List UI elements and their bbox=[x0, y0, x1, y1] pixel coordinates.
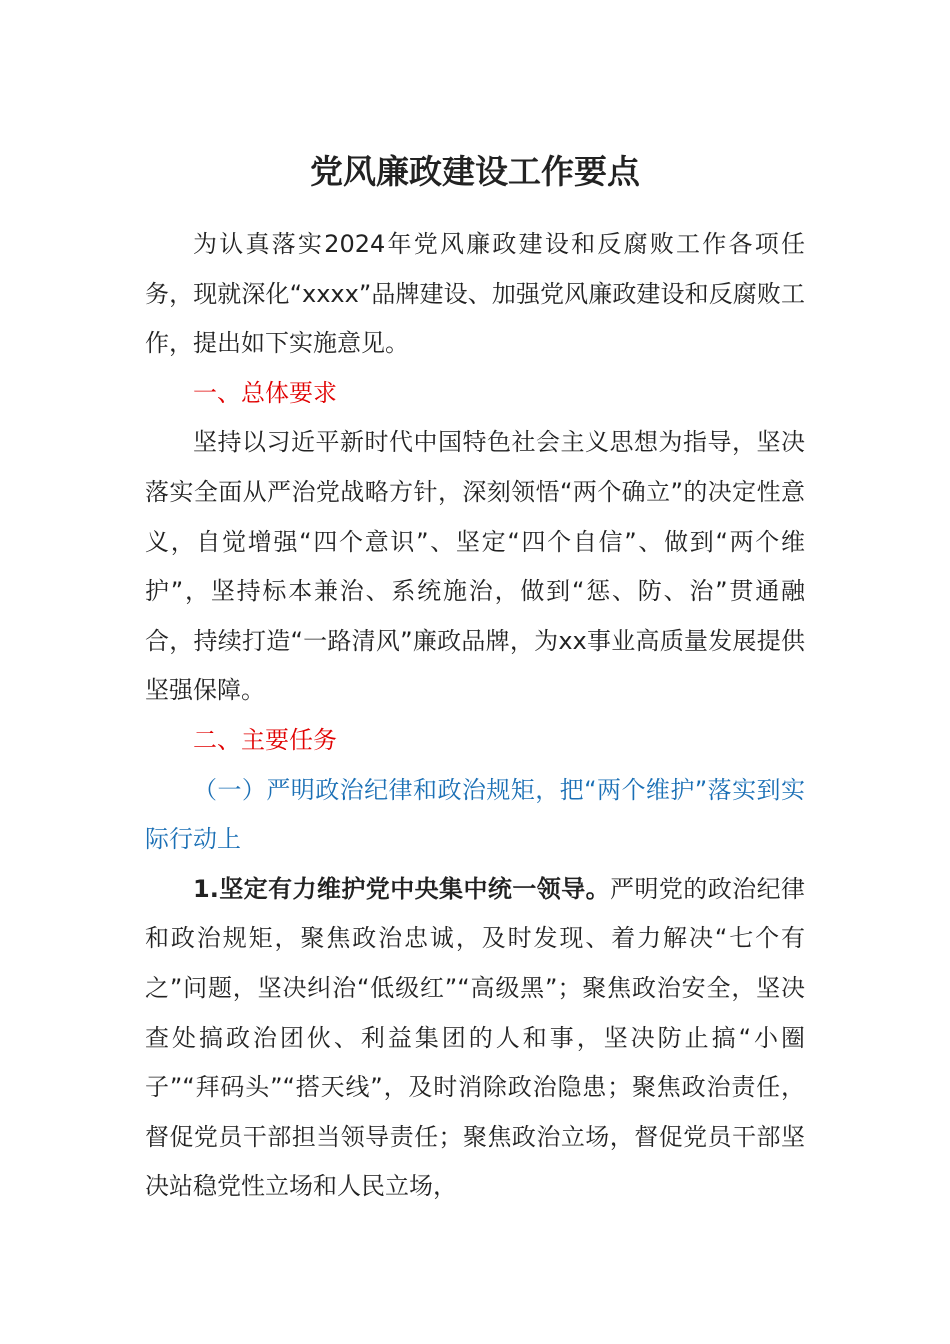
subsection-heading-political-discipline: （一）严明政治纪律和政治规矩，把“两个维护”落实到实际行动上 bbox=[145, 775, 805, 854]
item-1-paragraph bbox=[145, 865, 805, 1212]
intro-paragraph: 为认真落实2024年党风廉政建设和反腐败工作各项任务，现就深化“xxxx”品牌建设、加强党风廉政建设和反腐败工作，提出如下实施意见。 bbox=[145, 230, 805, 358]
document-title: 党风廉政建设工作要点 bbox=[310, 152, 640, 191]
section-heading-main-tasks: 二、主要任务 bbox=[193, 725, 337, 754]
item-1-body: 严明党的政治纪律和政治规矩，聚焦政治忠诚，及时发现、着力解决“七个有之”问题，坚决纠治“低级红”“高级黑”；聚焦政治安全，坚决查处搞政治团伙、利益集团的人和事，坚决防止搞“小圈子”“拜码头”“搭天线”，及时消除政治隐患；聚焦政治责任，督促党员干部担当领导责任；聚焦政治立场，督促党员干部坚决站稳党性立场和人民立场， bbox=[145, 874, 805, 1201]
item-1-lead: 1.坚定有力维护党中央集中统一领导。 bbox=[193, 874, 611, 903]
document-content bbox=[145, 148, 805, 1212]
overall-requirements-paragraph: 坚持以习近平新时代中国特色社会主义思想为指导，坚决落实全面从严治党战略方针，深刻领悟“两个确立”的决定性意义，自觉增强“四个意识”、坚定“四个自信”、做到“两个维护”，坚持标本兼治、系统施治，做到“惩、防、治”贯通融合，持续打造“一路清风”廉政品牌，为xx事业高质量发展提供坚强保障。 bbox=[145, 428, 805, 705]
section-heading-overall-requirements: 一、总体要求 bbox=[193, 378, 337, 407]
